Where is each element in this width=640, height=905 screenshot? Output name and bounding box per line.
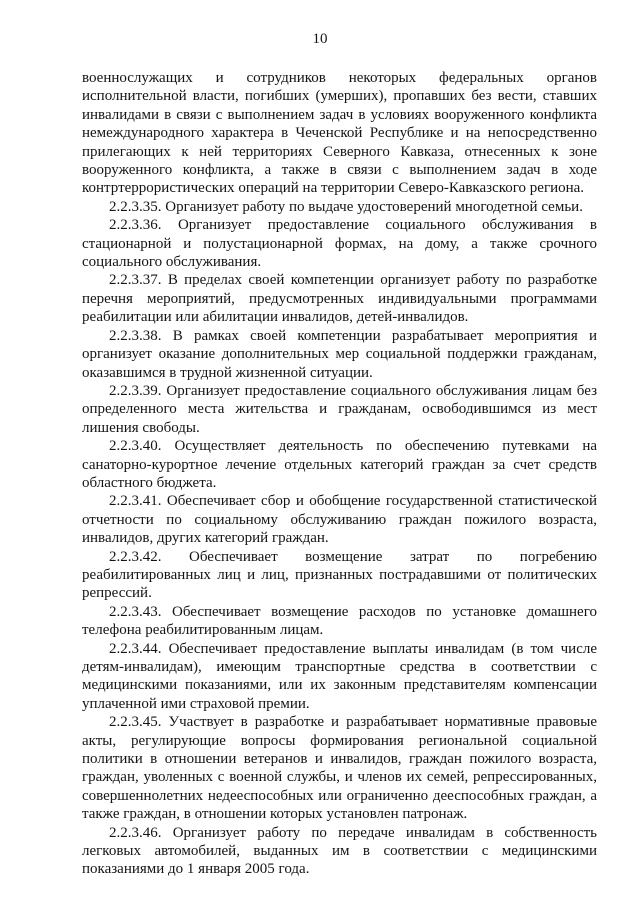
document-body: [82, 69, 597, 879]
paragraph-2-2-3-36: 2.2.3.36. Организует предоставление социального обслуживания в стационарной и полустационарной формах, на дому, а также срочного социального обслуживания.: [82, 217, 597, 271]
paragraph-2-2-3-40: 2.2.3.40. Осуществляет деятельность по обеспечению путевками на санаторно-курортное лечение отдельных категорий граждан за счет средств областного бюджета.: [82, 438, 597, 491]
paragraph-2-2-3-43: 2.2.3.43. Обеспечивает возмещение расходов по установке домашнего телефона реабилитированным лицам.: [82, 603, 597, 639]
paragraph-2-2-3-44: 2.2.3.44. Обеспечивает предоставление выплаты инвалидам (в том числе детям-инвалидам), имеющим транспортные средства в соответствии с медицинскими показаниями, или их законным представителям компенсации уплаченной ими страховой премии.: [82, 640, 597, 712]
paragraph-2-2-3-46: 2.2.3.46. Организует работу по передаче инвалидам в собственность легковых автомобилей, выданных им в соответствии с медицинскими показаниями до 1 января 2005 года.: [82, 824, 597, 878]
paragraph-2-2-3-41: 2.2.3.41. Обеспечивает сбор и обобщение государственной статистической отчетности по социальному обслуживанию граждан пожилого возраста, инвалидов, других категорий граждан.: [82, 493, 597, 547]
paragraph-2-2-3-39: 2.2.3.39. Организует предоставление социального обслуживания лицам без определенного места жительства и гражданам, освободившимся из мест лишения свободы.: [82, 382, 597, 436]
paragraph-2-2-3-38: 2.2.3.38. В рамках своей компетенции разрабатывает мероприятия и организует оказание дополнительных мер социальной поддержки гражданам, оказавшимся в трудной жизненной ситуации.: [82, 327, 597, 381]
page-number: 10: [312, 31, 328, 47]
paragraph-2-2-3-37: 2.2.3.37. В пределах своей компетенции организует работу по разработке перечня мероприятий, предусмотренных индивидуальными программами реабилитации или абилитации инвалидов, детей-инвалидов.: [82, 272, 597, 326]
paragraph-continuation: военнослужащих и сотрудников некоторых федеральных органов исполнительной власти, погибших (умерших), пропавших без вести, ставших инвалидами в связи с выполнением задач в условиях вооруженного конфликта немеждународного характера в Чеченской Республике и на непосредственно прилегающих к ней территориях Северного Кавказа, отнесенных к зоне вооруженного конфликта, а также в связи с выполнением задач в ходе контртеррористических операций на территории Северо-Кавказского региона.: [82, 70, 597, 197]
paragraph-2-2-3-42: 2.2.3.42. Обеспечивает возмещение затрат по погребению реабилитированных лиц и лиц, признанных пострадавшими от политических репрессий.: [82, 548, 597, 602]
paragraph-2-2-3-45: 2.2.3.45. Участвует в разработке и разрабатывает нормативные правовые акты, регулирующие вопросы формирования региональной социальной политики в отношении ветеранов и инвалидов, граждан пожилого возраста, граждан, уволенных с военной службы, и членов их семей, репрессированных, совершеннолетних недееспособных или ограниченно дееспособных граждан, а также граждан, в отношении которых установлен патронаж.: [82, 714, 597, 823]
paragraph-2-2-3-35: 2.2.3.35. Организует работу по выдаче удостоверений многодетной семьи.: [109, 198, 583, 215]
